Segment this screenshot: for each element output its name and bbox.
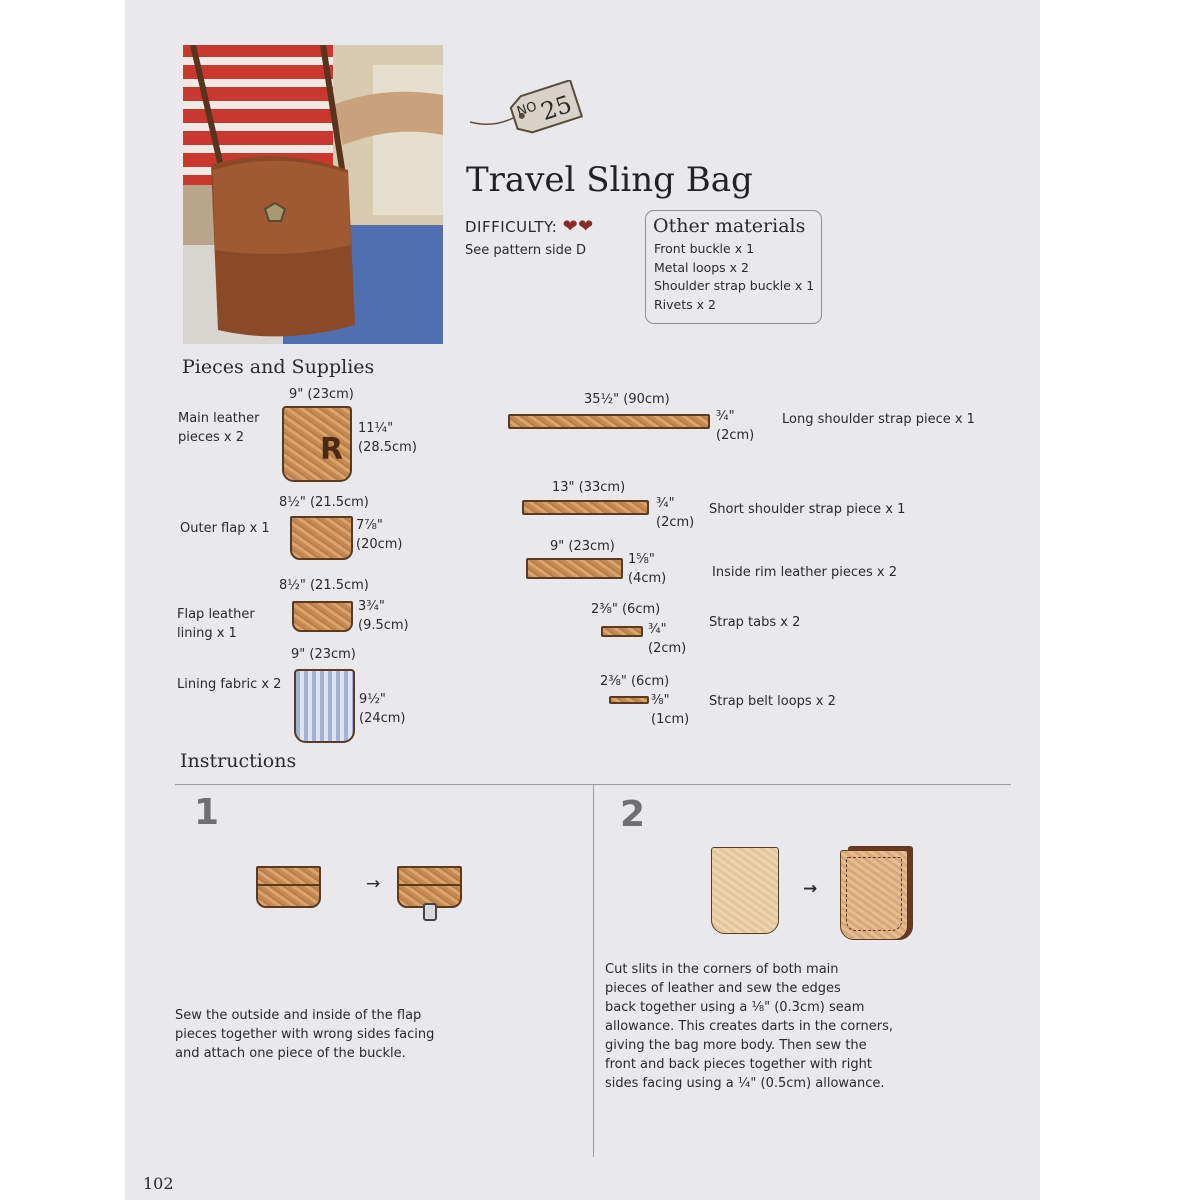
steps-divider [593,785,594,1157]
step-text-line: back together using a ⅛" (0.3cm) seam [605,1000,865,1015]
step-text-line: and attach one piece of the buckle. [175,1046,406,1061]
step-number: 2 [620,794,646,835]
step-text-line: giving the bag more body. Then sew the [605,1038,867,1053]
step-text-line: Cut slits in the corners of both main [605,962,839,977]
strap-width: ⅜" [651,693,670,708]
seam-line [846,857,902,931]
piece-height: (9.5cm) [358,618,409,633]
piece-height: (24cm) [359,711,406,726]
step2-main-piece-before [711,847,779,934]
strap-width: 1⅝" [628,552,655,567]
strap-width: (2cm) [716,428,755,443]
difficulty-hearts: ❤❤ [562,216,594,237]
step-number: 1 [194,792,220,833]
tag-no-text: NO [515,99,539,120]
r-mark-icon: R [320,432,344,467]
strap-label: Short shoulder strap piece x 1 [709,502,906,517]
other-material-item: Shoulder strap buckle x 1 [654,278,815,293]
strap-tab-drawing [601,626,643,637]
step-text-line: Sew the outside and inside of the flap [175,1008,422,1023]
strap-length: 13" (33cm) [552,480,626,495]
step-text [605,960,893,1093]
flap-lining-drawing [292,601,353,632]
page-number: 102 [143,1174,174,1193]
piece-height: 3¾" [358,599,385,614]
other-material-item: Metal loops x 2 [654,260,749,275]
strap-width: (4cm) [628,571,667,586]
supplies-heading: Pieces and Supplies [182,356,375,378]
piece-width: 8½" (21.5cm) [279,578,369,593]
step-text-line: allowance. This creates darts in the corners, [605,1019,893,1034]
tag-number: 25 [537,89,576,127]
bag-photo-image [183,45,443,344]
arrow-right-icon: → [803,879,818,899]
lining-fabric-drawing [294,669,355,743]
piece-label: Outer flap x 1 [180,521,270,536]
piece-width: 9" (23cm) [289,387,354,402]
piece-height: 9½" [359,692,386,707]
piece-label: Main leather [178,411,260,426]
instructions-heading: Instructions [180,750,297,772]
piece-height: 11¼" [358,421,394,436]
step-text-line: pieces together with wrong sides facing [175,1027,435,1042]
step-text-line: pieces of leather and sew the edges [605,981,841,996]
piece-label: Lining fabric x 2 [177,677,282,692]
piece-width: 8½" (21.5cm) [279,495,369,510]
step1-flap-before [256,866,321,908]
piece-width: 9" (23cm) [291,647,356,662]
strap-label: Strap belt loops x 2 [709,694,836,709]
piece-label: lining x 1 [177,626,237,641]
step2-main-piece-after [840,850,908,940]
strap-width: (2cm) [656,515,695,530]
main-leather-piece-drawing [282,406,352,482]
buckle-icon [423,903,437,921]
long-strap-drawing [508,414,710,429]
arrow-right-icon: → [366,874,381,894]
strap-length: 2⅜" (6cm) [600,674,670,689]
strap-length: 35½" (90cm) [584,392,670,407]
piece-label: Flap leather [177,607,255,622]
page-title: Travel Sling Bag [466,160,753,200]
strap-width: ¾" [656,496,675,511]
project-number-tag [468,80,583,140]
bag-photo [183,45,443,344]
strap-length: 2⅜" (6cm) [591,602,661,617]
piece-height: (28.5cm) [358,440,417,455]
strap-label: Inside rim leather pieces x 2 [712,565,897,580]
step-text-line: front and back pieces together with right [605,1057,872,1072]
step-text-line: sides facing using a ¼" (0.5cm) allowance. [605,1076,885,1091]
outer-flap-drawing [290,516,353,560]
other-material-item: Rivets x 2 [654,297,716,312]
strap-width: ¾" [648,622,667,637]
strap-length: 9" (23cm) [550,539,615,554]
piece-label: pieces x 2 [178,430,245,445]
pattern-note: See pattern side D [465,243,587,258]
strap-label: Long shoulder strap piece x 1 [782,412,975,427]
difficulty-rating [465,216,594,237]
step1-flap-after [397,866,462,908]
other-materials-title: Other materials [653,215,806,237]
belt-loop-drawing [609,696,649,704]
piece-height: 7⅞" [356,518,383,533]
difficulty-label: DIFFICULTY: [465,218,558,236]
strap-label: Strap tabs x 2 [709,615,801,630]
other-material-item: Front buckle x 1 [654,241,755,256]
strap-width: (1cm) [651,712,690,727]
step-text [175,1006,434,1063]
strap-width: (2cm) [648,641,687,656]
inside-rim-drawing [526,558,623,579]
piece-height: (20cm) [356,537,403,552]
short-strap-drawing [522,500,649,515]
strap-width: ¾" [716,409,735,424]
